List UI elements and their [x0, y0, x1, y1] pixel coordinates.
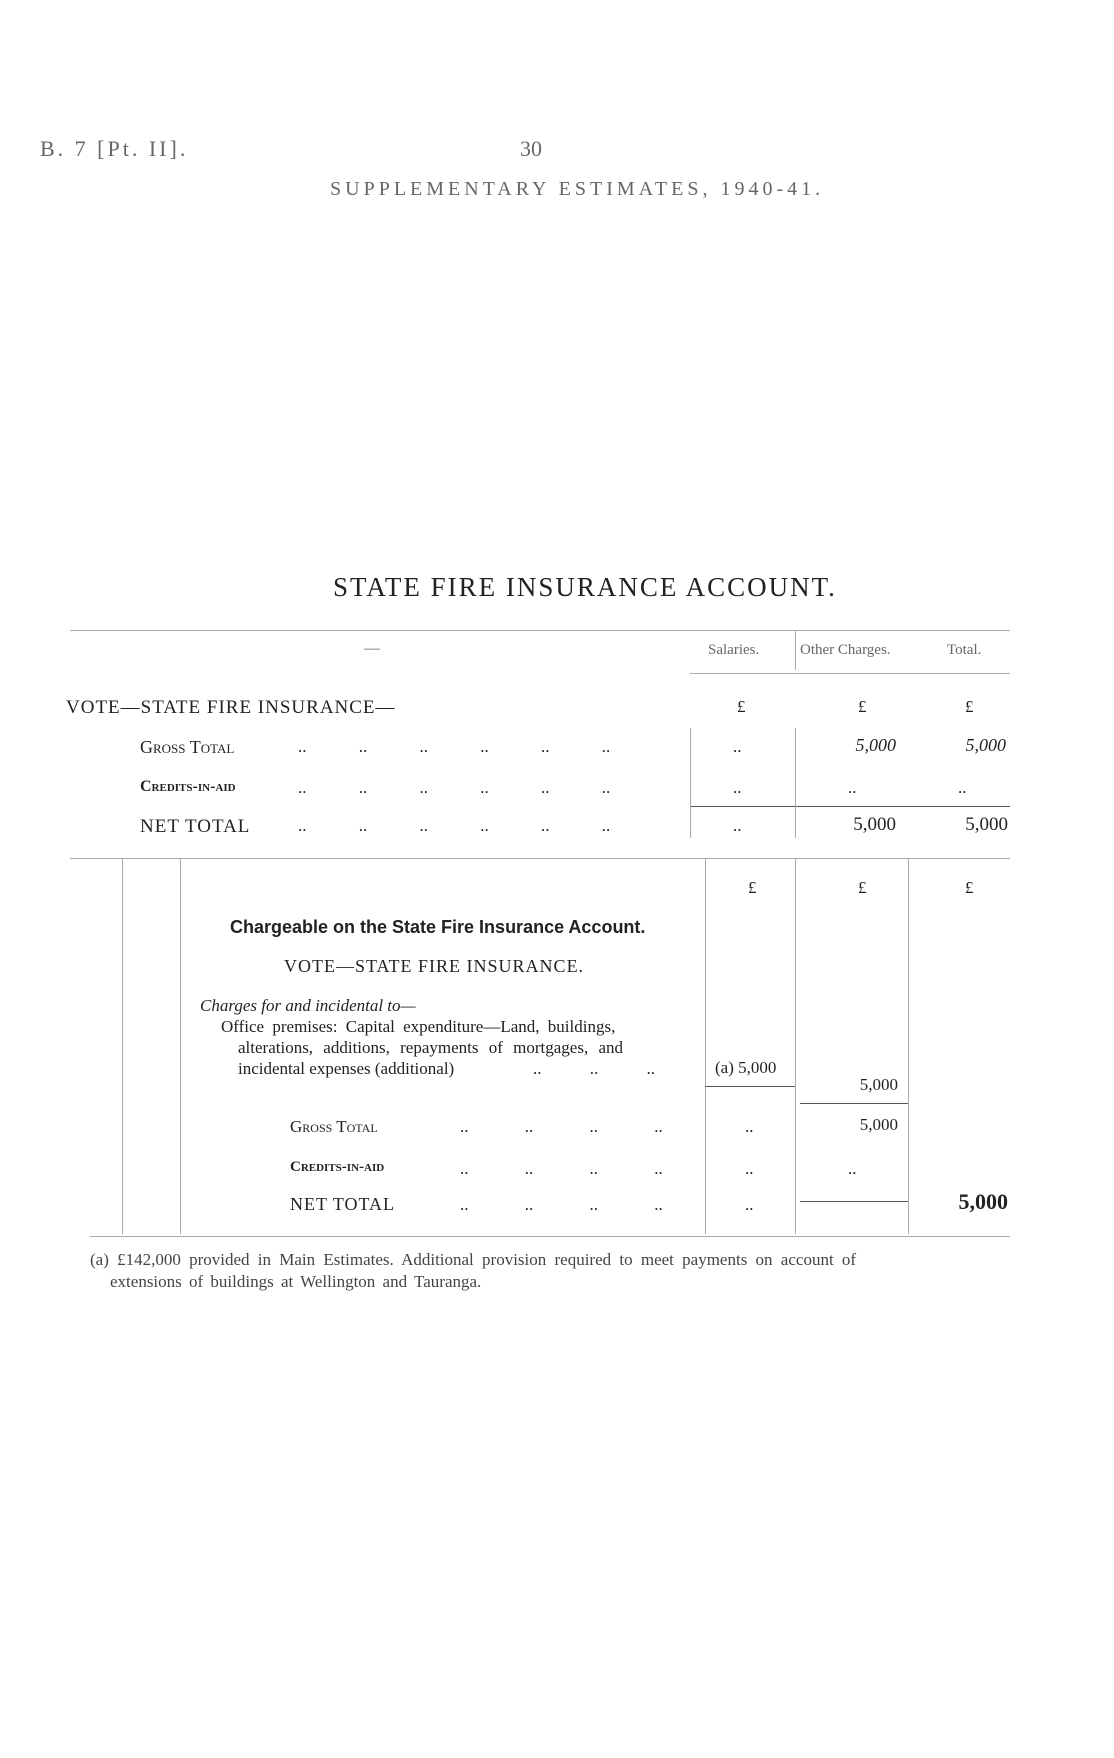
detail-divider-left	[705, 858, 706, 1234]
summary-header-divider	[795, 630, 796, 670]
detail-net-total: 5,000	[958, 1189, 1008, 1214]
detail-bottom-rule	[90, 1236, 1010, 1237]
summary-bottom-rule	[70, 858, 1010, 859]
detail-net-salaries: ..	[745, 1195, 754, 1214]
item-subtotal-rule	[800, 1103, 908, 1104]
summary-gross-total: 5,000	[965, 735, 1006, 755]
detail-gross-other: 5,000	[859, 1115, 898, 1134]
detail-currency-other: £	[858, 878, 867, 897]
summary-credits-total: ..	[958, 778, 967, 797]
detail-currency-total: £	[965, 878, 974, 897]
section-title: STATE FIRE INSURANCE ACCOUNT.	[333, 572, 837, 602]
summary-header-rule	[690, 673, 1010, 674]
item-line-2: alterations, additions, repayments of mortgages, and	[238, 1038, 624, 1057]
detail-gross-total-label: Gross Total	[290, 1117, 378, 1136]
summary-divider-mid	[795, 728, 796, 838]
detail-divider-right	[908, 858, 909, 1234]
detail-credits-salaries: ..	[745, 1159, 754, 1178]
summary-net-dots: .. .. .. .. .. ..	[298, 816, 611, 835]
summary-net-other: 5,000	[853, 814, 896, 835]
summary-net-rule	[690, 806, 1010, 807]
summary-top-rule	[70, 630, 1010, 631]
summary-credits-salaries: ..	[733, 778, 742, 797]
detail-margin-line-2	[180, 858, 181, 1234]
summary-dash: —	[364, 640, 380, 657]
detail-gross-salaries: ..	[745, 1117, 754, 1136]
item-line-3-dots: .. .. ..	[533, 1059, 655, 1078]
vote-label: VOTE—STATE FIRE INSURANCE—	[66, 697, 396, 718]
summary-credits-dots: .. .. .. .. .. ..	[298, 778, 611, 797]
summary-gross-salaries: ..	[733, 737, 742, 756]
detail-net-dots: .. .. .. ..	[460, 1195, 663, 1214]
detail-net-rule	[800, 1201, 908, 1202]
currency-other: £	[858, 697, 867, 716]
item-line-1: Office premises: Capital expenditure—Land, buildings,	[221, 1017, 616, 1036]
detail-credits-other: ..	[848, 1159, 857, 1178]
summary-net-total-label: NET TOTAL	[140, 816, 251, 837]
summary-gross-other: 5,000	[855, 735, 896, 755]
page-number: 30	[520, 136, 542, 161]
document-reference: B. 7 [Pt. II].	[40, 136, 189, 161]
item-line-3: incidental expenses (additional)	[238, 1059, 455, 1078]
col-header-salaries: Salaries.	[708, 642, 760, 658]
col-header-other-charges: Other Charges.	[800, 642, 891, 658]
detail-credits-label: Credits-in-aid	[290, 1159, 385, 1175]
col-header-total: Total.	[947, 642, 982, 658]
detail-currency-salaries: £	[748, 878, 757, 897]
summary-net-salaries: ..	[733, 816, 742, 835]
summary-net-total: 5,000	[965, 814, 1008, 835]
summary-credits-other: ..	[848, 778, 857, 797]
footnote-line-2: extensions of buildings at Wellington and Tauranga.	[110, 1272, 482, 1291]
charges-intro: Charges for and incidental to—	[200, 996, 416, 1015]
detail-credits-dots: .. .. .. ..	[460, 1159, 663, 1178]
detail-margin-line-1	[122, 858, 123, 1234]
item-subtotal: 5,000	[859, 1075, 898, 1094]
detail-gross-dots: .. .. .. ..	[460, 1117, 663, 1136]
footnote-line-1: (a) £142,000 provided in Main Estimates. Additional provision required to meet payments on account of	[90, 1250, 857, 1269]
item-amount-rule	[705, 1086, 795, 1087]
summary-credits-label: Credits-in-aid	[140, 778, 236, 795]
detail-net-total-label: NET TOTAL	[290, 1194, 396, 1214]
running-title: SUPPLEMENTARY ESTIMATES, 1940-41.	[330, 178, 825, 200]
summary-divider-left	[690, 728, 691, 838]
detail-vote-heading: VOTE—STATE FIRE INSURANCE.	[284, 956, 585, 976]
summary-gross-dots: .. .. .. .. .. ..	[298, 737, 611, 756]
detail-divider-mid	[795, 858, 796, 1234]
currency-total: £	[965, 697, 974, 716]
detail-heading: Chargeable on the State Fire Insurance Account.	[230, 917, 646, 937]
item-amount: (a) 5,000	[715, 1058, 777, 1077]
currency-salaries: £	[737, 697, 746, 716]
summary-gross-total-label: Gross Total	[140, 737, 235, 757]
